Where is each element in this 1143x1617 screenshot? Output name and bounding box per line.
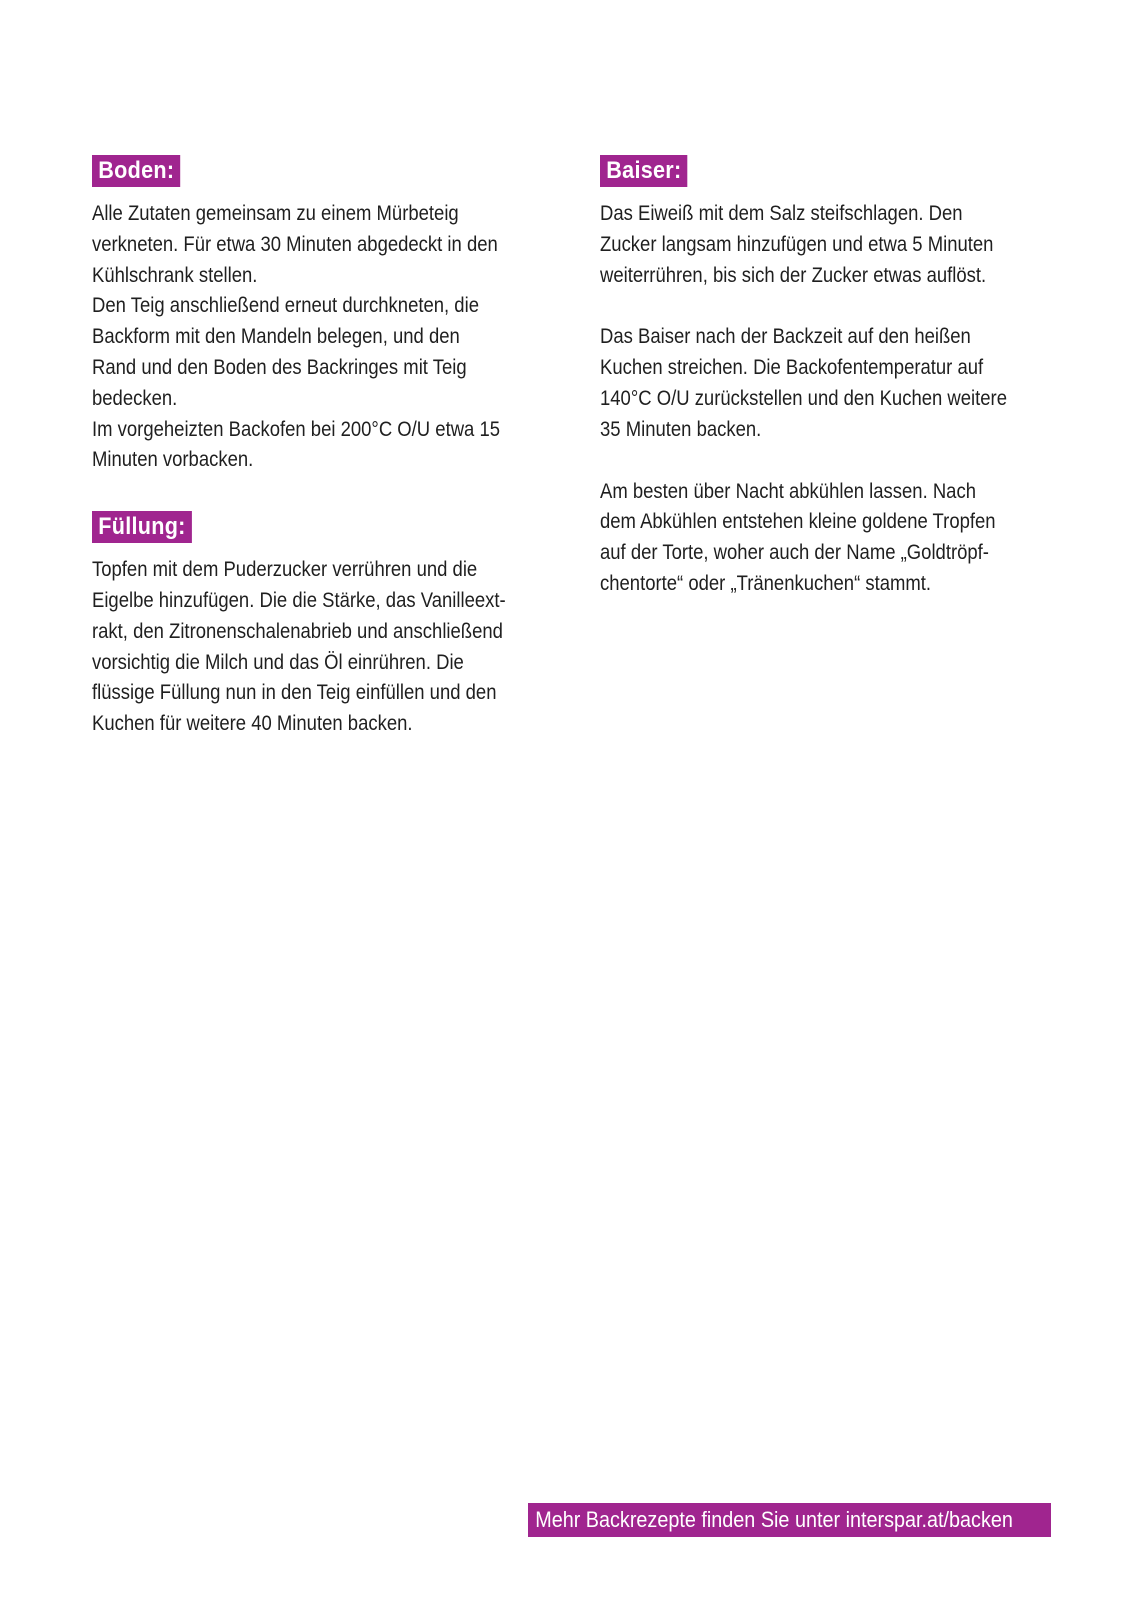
text-line: weiterrühren, bis sich der Zucker etwas auflöst. xyxy=(600,263,987,287)
text-line: 35 Minuten backen. xyxy=(600,417,762,441)
text-line: Minuten vorbacken. xyxy=(92,448,254,472)
text-line: Kuchen streichen. Die Backofentemperatur auf xyxy=(600,356,984,380)
baiser-paragraph-1 xyxy=(600,199,1014,291)
text-line: Den Teig anschließend erneut durchkneten, die xyxy=(92,294,479,318)
left-column xyxy=(92,155,552,740)
right-column xyxy=(600,155,1070,600)
text-line: Topfen mit dem Puderzucker verrühren und die xyxy=(92,558,478,582)
boden-instructions xyxy=(92,199,501,476)
section-heading-baiser: Baiser: xyxy=(600,155,688,187)
text-line: Alle Zutaten gemeinsam zu einem Mürbeteig xyxy=(92,202,459,225)
text-line: flüssige Füllung nun in den Teig einfüllen und den xyxy=(92,681,497,705)
section-heading-boden: Boden: xyxy=(92,155,181,187)
text-line: Eigelbe hinzufügen. Die die Stärke, das Vanilleext- xyxy=(92,588,506,612)
text-line: Kühlschrank stellen. xyxy=(92,263,258,287)
text-line: vorsichtig die Milch und das Öl einrühren. Die xyxy=(92,650,464,674)
text-line: Im vorgeheizten Backofen bei 200°C O/U etwa 15 xyxy=(92,417,501,441)
text-line: rakt, den Zitronenschalenabrieb und anschließend xyxy=(92,619,503,643)
text-line: bedecken. xyxy=(92,386,178,410)
text-line: Zucker langsam hinzufügen und etwa 5 Minuten xyxy=(600,232,994,256)
text-line: Rand und den Boden des Backringes mit Teig xyxy=(92,355,467,379)
text-line: Am besten über Nacht abkühlen lassen. Nach xyxy=(600,479,976,503)
text-line: verkneten. Für etwa 30 Minuten abgedeckt in den xyxy=(92,232,498,256)
baiser-paragraph-3 xyxy=(600,477,1014,600)
fuellung-instructions xyxy=(92,555,506,740)
text-line: auf der Torte, woher auch der Name „Goldtröpf- xyxy=(600,541,989,565)
text-line: Das Baiser nach der Backzeit auf den heißen xyxy=(600,325,971,349)
text-line: Backform mit den Mandeln belegen, und den xyxy=(92,325,460,349)
text-line: 140°C O/U zurückstellen und den Kuchen weitere xyxy=(600,386,1007,410)
text-line: chentorte“ oder „Tränenkuchen“ stammt. xyxy=(600,571,932,595)
text-line: dem Abkühlen entstehen kleine goldene Tropfen xyxy=(600,510,996,534)
footer-text[interactable]: Mehr Backrezepte finden Sie unter interspar.at/backen xyxy=(535,1507,1013,1532)
baiser-paragraph-2 xyxy=(600,322,1014,445)
text-line: Kuchen für weitere 40 Minuten backen. xyxy=(92,712,413,736)
text-line: Das Eiweiß mit dem Salz steifschlagen. Den xyxy=(600,202,963,225)
section-heading-fuellung: Füllung: xyxy=(92,511,192,543)
footer-link-banner[interactable] xyxy=(528,1503,1051,1537)
